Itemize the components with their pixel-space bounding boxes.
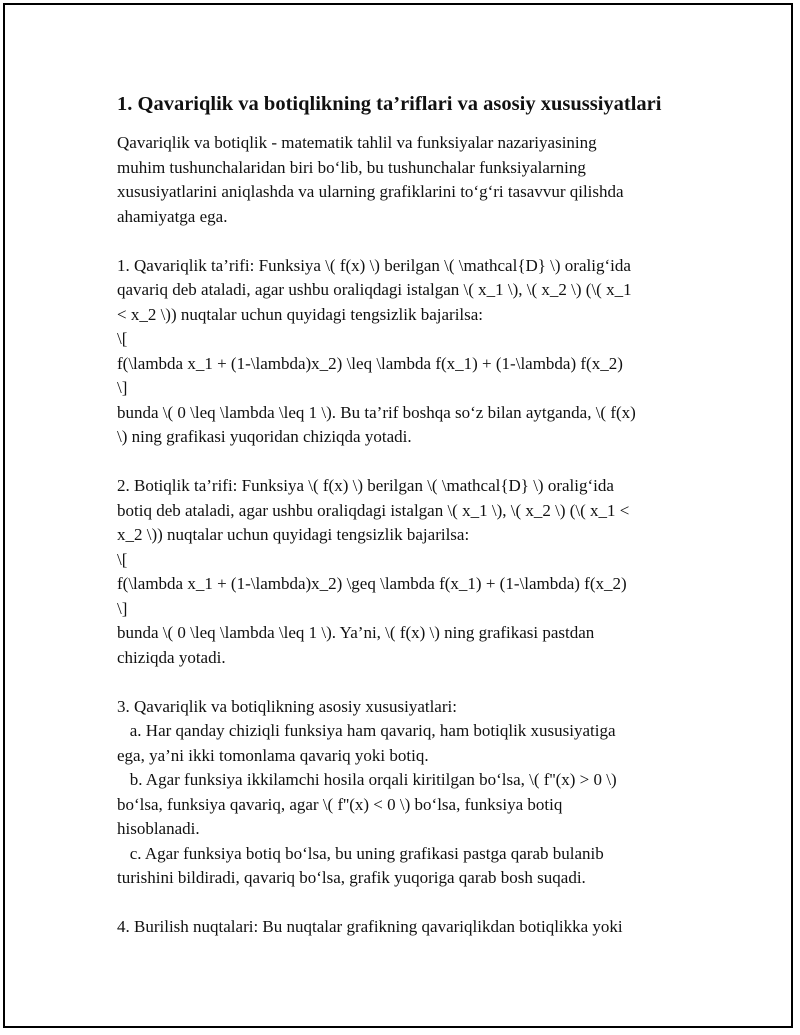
formula-line: f(\lambda x_1 + (1-\lambda)x_2) \geq \lambda f(x_1) + (1-\lambda) f(x_2) <box>117 574 627 593</box>
text-line: < x_2 \)) nuqtalar uchun quyidagi tengsizlik bajarilsa: <box>117 304 484 324</box>
formula-line: f(\lambda x_1 + (1-\lambda)x_2) \leq \lambda f(x_1) + (1-\lambda) f(x_2) <box>117 353 623 373</box>
text-line: 3. Qavariqlik va botiqlikning asosiy xususiyatlari: <box>117 696 457 716</box>
text-line: 4. Burilish nuqtalari: Bu nuqtalar grafikning qavariqlikdan botiqlikka yoki <box>117 917 623 936</box>
list-item-line: c. Agar funksiya botiq bo‘lsa, bu uning grafikasi pastga qarab bulanib <box>117 843 604 863</box>
text-line: ahamiyatga ega. <box>117 206 228 226</box>
text-line: bunda \( 0 \leq \lambda \leq 1 \). Bu ta’rif boshqa so‘z bilan aytganda, \( f(x) <box>117 402 636 422</box>
list-item-line: b. Agar funksiya ikkilamchi hosila orqali kiritilgan bo‘lsa, \( f''(x) > 0 \) <box>117 770 617 789</box>
document-content <box>117 90 687 964</box>
text-line: bunda \( 0 \leq \lambda \leq 1 \). Ya’ni, \( f(x) \) ning grafikasi pastdan <box>117 623 595 642</box>
list-item-line: a. Har qanday chiziqli funksiya ham qavariq, ham botiqlik xususiyatiga <box>117 721 616 740</box>
text-line: botiq deb ataladi, agar ushbu oraliqdagi istalgan \( x_1 \), \( x_2 \) (\( x_1 < <box>117 500 630 520</box>
text-line: muhim tushunchalaridan biri bo‘lib, bu tushunchalar funksiyalarning <box>117 157 586 177</box>
text-line: 1. Qavariqlik ta’rifi: Funksiya \( f(x) \) berilgan \( \mathcal{D} \) oralig‘ida <box>117 255 631 275</box>
text-line: qavariq deb ataladi, agar ushbu oraliqdagi istalgan \( x_1 \), \( x_2 \) (\( x_1 <box>117 280 632 299</box>
formula-close: \] <box>117 598 128 618</box>
intro-paragraph <box>117 131 687 229</box>
document-body <box>117 131 687 940</box>
text-line: chiziqda yotadi. <box>117 647 226 667</box>
text-line: hisoblanadi. <box>117 819 200 838</box>
concavity-definition-paragraph <box>117 474 687 670</box>
text-line: Qavariqlik va botiqlik - matematik tahlil va funksiyalar nazariyasining <box>117 133 597 152</box>
text-line: xususiyatlarini aniqlashda va ularning grafiklarini to‘g‘ri tasavvur qilishda <box>117 182 624 201</box>
convexity-definition-paragraph <box>117 254 687 450</box>
text-line: 2. Botiqlik ta’rifi: Funksiya \( f(x) \) berilgan \( \mathcal{D} \) oralig‘ida <box>117 476 614 495</box>
section-heading: 1. Qavariqlik va botiqlikning ta’riflari va asosiy xusussiyatlari <box>117 93 662 115</box>
text-line: x_2 \)) nuqtalar uchun quyidagi tengsizlik bajarilsa: <box>117 525 470 544</box>
formula-open: \[ <box>117 329 128 348</box>
text-line: turishini bildiradi, qavariq bo‘lsa, grafik yuqoriga qarab bosh suqadi. <box>117 868 586 887</box>
text-line: bo‘lsa, funksiya qavariq, agar \( f''(x) < 0 \) bo‘lsa, funksiya botiq <box>117 794 563 814</box>
inflection-points-paragraph <box>117 915 687 940</box>
formula-close: \] <box>117 378 128 397</box>
text-line: \) ning grafikasi yuqoridan chiziqda yotadi. <box>117 427 412 446</box>
formula-open: \[ <box>117 549 128 569</box>
properties-paragraph <box>117 695 687 891</box>
text-line: ega, ya’ni ikki tomonlama qavariq yoki botiq. <box>117 745 429 765</box>
